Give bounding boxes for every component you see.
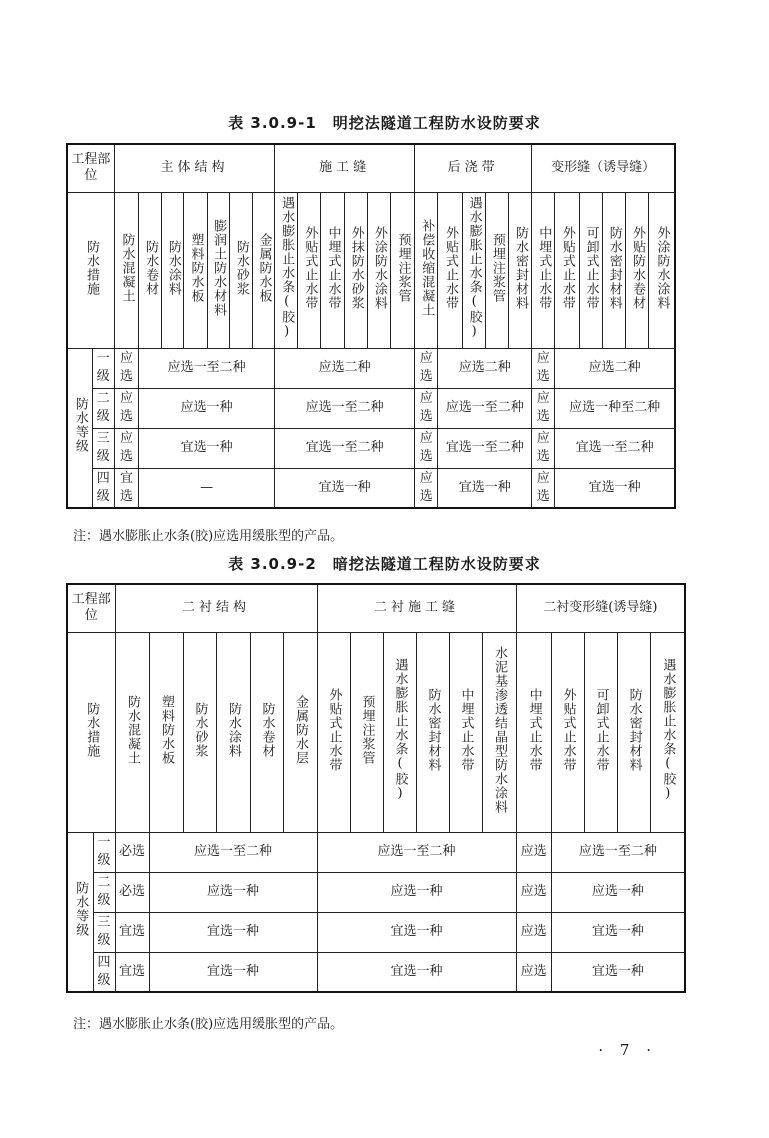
main-structure-requirement-cell: — xyxy=(139,468,275,508)
level-cell: 四级 xyxy=(93,952,115,992)
lining-joint-requirement-cell: 应选一至二种 xyxy=(317,832,516,872)
page-number: · 7 · xyxy=(598,1041,657,1059)
lining-structure-requirement-cell: 应选一种 xyxy=(149,872,317,912)
concrete-requirement-cell: 应选 xyxy=(114,388,138,428)
deformation-joint-requirement-cell: 应选一种 xyxy=(551,872,685,912)
table1-column-header: 中埋式止水带 xyxy=(321,192,344,348)
table1-column-header: 外贴式止水带 xyxy=(555,192,579,348)
compensating-concrete-requirement-cell: 应选 xyxy=(415,388,438,428)
table2-column-header: 防水涂料 xyxy=(216,632,250,832)
table1-column-header: 金属防水板 xyxy=(252,192,274,348)
table1-column-header: 中埋式止水带 xyxy=(532,192,555,348)
table2-column-header: 中埋式止水带 xyxy=(449,632,482,832)
table1-column-header: 防水密封材料 xyxy=(508,192,531,348)
concrete-requirement-cell: 应选 xyxy=(114,428,138,468)
table2-column-header: 可卸式止水带 xyxy=(584,632,617,832)
table1-column-header: 膨润土防水材料 xyxy=(207,192,229,348)
table1-column-header: 遇水膨胀止水条(胶) xyxy=(275,192,298,348)
table1-column-header: 外涂防水涂料 xyxy=(649,192,675,348)
post-pour-strip-requirement-cell: 宜选一至二种 xyxy=(438,428,532,468)
deformation-joint-requirement-cell: 宜选一至二种 xyxy=(555,428,675,468)
table1-column-header: 外贴式止水带 xyxy=(438,192,462,348)
table1-group-deform: 变形缝（诱导缝） xyxy=(532,144,675,192)
middle-waterstop-requirement-cell: 应选 xyxy=(532,428,555,468)
table-row xyxy=(67,348,675,388)
middle-waterstop-requirement-cell: 应选 xyxy=(516,952,551,992)
middle-waterstop-requirement-cell: 应选 xyxy=(532,468,555,508)
table2-column-header: 防水砂浆 xyxy=(183,632,216,832)
middle-waterstop-requirement-cell: 应选 xyxy=(516,872,551,912)
lining-joint-requirement-cell: 应选一种 xyxy=(317,872,516,912)
table1-column-header: 可卸式止水带 xyxy=(579,192,602,348)
table2-corner-cell: 工程部位 xyxy=(67,584,115,632)
deformation-joint-requirement-cell: 宜选一种 xyxy=(551,952,685,992)
level-cell: 一级 xyxy=(93,832,115,872)
table-row xyxy=(67,468,675,508)
post-pour-strip-requirement-cell: 应选一至二种 xyxy=(438,388,532,428)
compensating-concrete-requirement-cell: 应选 xyxy=(415,348,438,388)
table2-column-header: 防水混凝土 xyxy=(115,632,149,832)
table2-title: 表 3.0.9-2 暗挖法隧道工程防水设防要求 xyxy=(228,555,541,573)
table1-column-header: 防水密封材料 xyxy=(602,192,625,348)
table2-column-header: 外贴式止水带 xyxy=(317,632,350,832)
concrete-requirement-cell: 必选 xyxy=(115,872,149,912)
table1-level-label: 防水等级 xyxy=(67,348,92,508)
table2 xyxy=(66,583,686,993)
table1-column-header: 外贴式止水带 xyxy=(298,192,321,348)
lining-structure-requirement-cell: 应选一至二种 xyxy=(149,832,317,872)
table2-column-header: 遇水膨胀止水条(胶) xyxy=(650,632,685,832)
table2-group-joint: 二衬施工缝 xyxy=(317,584,516,632)
concrete-requirement-cell: 应选 xyxy=(114,348,138,388)
deformation-joint-requirement-cell: 宜选一种 xyxy=(555,468,675,508)
compensating-concrete-requirement-cell: 应选 xyxy=(415,468,438,508)
table1-note: 注：遇水膨胀止水条(胶)应选用缓胀型的产品。 xyxy=(73,529,344,544)
table1-group-main: 主体结构 xyxy=(114,144,274,192)
level-cell: 三级 xyxy=(92,428,114,468)
lining-joint-requirement-cell: 宜选一种 xyxy=(317,912,516,952)
table1-column-header: 防水涂料 xyxy=(162,192,184,348)
level-cell: 二级 xyxy=(93,872,115,912)
middle-waterstop-requirement-cell: 应选 xyxy=(516,832,551,872)
table1-column-header: 防水混凝土 xyxy=(114,192,138,348)
table2-group-deform: 二衬变形缝(诱导缝) xyxy=(516,584,685,632)
middle-waterstop-requirement-cell: 应选 xyxy=(516,912,551,952)
construction-joint-requirement-cell: 宜选一至二种 xyxy=(275,428,415,468)
middle-waterstop-requirement-cell: 应选 xyxy=(532,388,555,428)
table1-column-header: 外涂防水涂料 xyxy=(367,192,390,348)
table-row xyxy=(67,428,675,468)
concrete-requirement-cell: 必选 xyxy=(115,832,149,872)
construction-joint-requirement-cell: 宜选一种 xyxy=(275,468,415,508)
table2-column-header: 预埋注浆管 xyxy=(350,632,383,832)
concrete-requirement-cell: 宜选 xyxy=(114,468,138,508)
deformation-joint-requirement-cell: 应选一种至二种 xyxy=(555,388,675,428)
construction-joint-requirement-cell: 应选一至二种 xyxy=(275,388,415,428)
table2-column-header: 防水密封材料 xyxy=(617,632,650,832)
table1-corner-cell: 工程部位 xyxy=(67,144,114,192)
table-row xyxy=(67,952,685,992)
post-pour-strip-requirement-cell: 宜选一种 xyxy=(438,468,532,508)
table-row xyxy=(67,388,675,428)
table1-column-header: 外贴防水卷材 xyxy=(625,192,648,348)
lining-structure-requirement-cell: 宜选一种 xyxy=(149,912,317,952)
level-cell: 一级 xyxy=(92,348,114,388)
table1-column-header: 塑料防水板 xyxy=(184,192,207,348)
table1-column-header: 遇水膨胀止水条(胶) xyxy=(462,192,485,348)
table2-column-header: 塑料防水板 xyxy=(149,632,183,832)
construction-joint-requirement-cell: 应选二种 xyxy=(275,348,415,388)
table1 xyxy=(66,143,676,509)
table2-group-main: 二衬结构 xyxy=(115,584,317,632)
table-row xyxy=(67,832,685,872)
table-row xyxy=(67,912,685,952)
lining-joint-requirement-cell: 宜选一种 xyxy=(317,952,516,992)
main-structure-requirement-cell: 宜选一种 xyxy=(139,428,275,468)
table1-column-header: 防水砂浆 xyxy=(229,192,252,348)
table1-column-header: 预埋注浆管 xyxy=(485,192,508,348)
table2-column-header: 水泥基渗透结晶型防水涂料 xyxy=(482,632,516,832)
main-structure-requirement-cell: 应选一种 xyxy=(139,388,275,428)
middle-waterstop-requirement-cell: 应选 xyxy=(532,348,555,388)
level-cell: 四级 xyxy=(92,468,114,508)
table1-group-joint: 施工缝 xyxy=(275,144,415,192)
table2-column-header: 防水卷材 xyxy=(250,632,283,832)
level-cell: 二级 xyxy=(92,388,114,428)
concrete-requirement-cell: 宜选 xyxy=(115,912,149,952)
table1-column-header: 预埋注浆管 xyxy=(390,192,414,348)
table2-note: 注：遇水膨胀止水条(胶)应选用缓胀型的产品。 xyxy=(73,1017,344,1032)
table2-column-header: 金属防水层 xyxy=(283,632,317,832)
table1-measures-label: 防水措施 xyxy=(67,192,114,348)
table2-column-header: 遇水膨胀止水条(胶) xyxy=(383,632,416,832)
table2-column-header: 防水密封材料 xyxy=(416,632,449,832)
post-pour-strip-requirement-cell: 应选二种 xyxy=(438,348,532,388)
compensating-concrete-requirement-cell: 应选 xyxy=(415,428,438,468)
level-cell: 三级 xyxy=(93,912,115,952)
table1-title: 表 3.0.9-1 明挖法隧道工程防水设防要求 xyxy=(228,114,541,132)
lining-structure-requirement-cell: 宜选一种 xyxy=(149,952,317,992)
deformation-joint-requirement-cell: 应选二种 xyxy=(555,348,675,388)
table1-column-header: 防水卷材 xyxy=(139,192,162,348)
concrete-requirement-cell: 宜选 xyxy=(115,952,149,992)
table2-level-label: 防水等级 xyxy=(67,832,93,992)
table1-group-post: 后浇带 xyxy=(415,144,532,192)
deformation-joint-requirement-cell: 宜选一种 xyxy=(551,912,685,952)
table2-measures-label: 防水措施 xyxy=(67,632,115,832)
main-structure-requirement-cell: 应选一至二种 xyxy=(139,348,275,388)
table2-column-header: 中埋式止水带 xyxy=(516,632,551,832)
table1-column-header: 外抹防水砂浆 xyxy=(344,192,367,348)
table-row xyxy=(67,872,685,912)
table2-column-header: 外贴式止水带 xyxy=(551,632,584,832)
table1-column-header: 补偿收缩混凝土 xyxy=(415,192,438,348)
deformation-joint-requirement-cell: 应选一至二种 xyxy=(551,832,685,872)
